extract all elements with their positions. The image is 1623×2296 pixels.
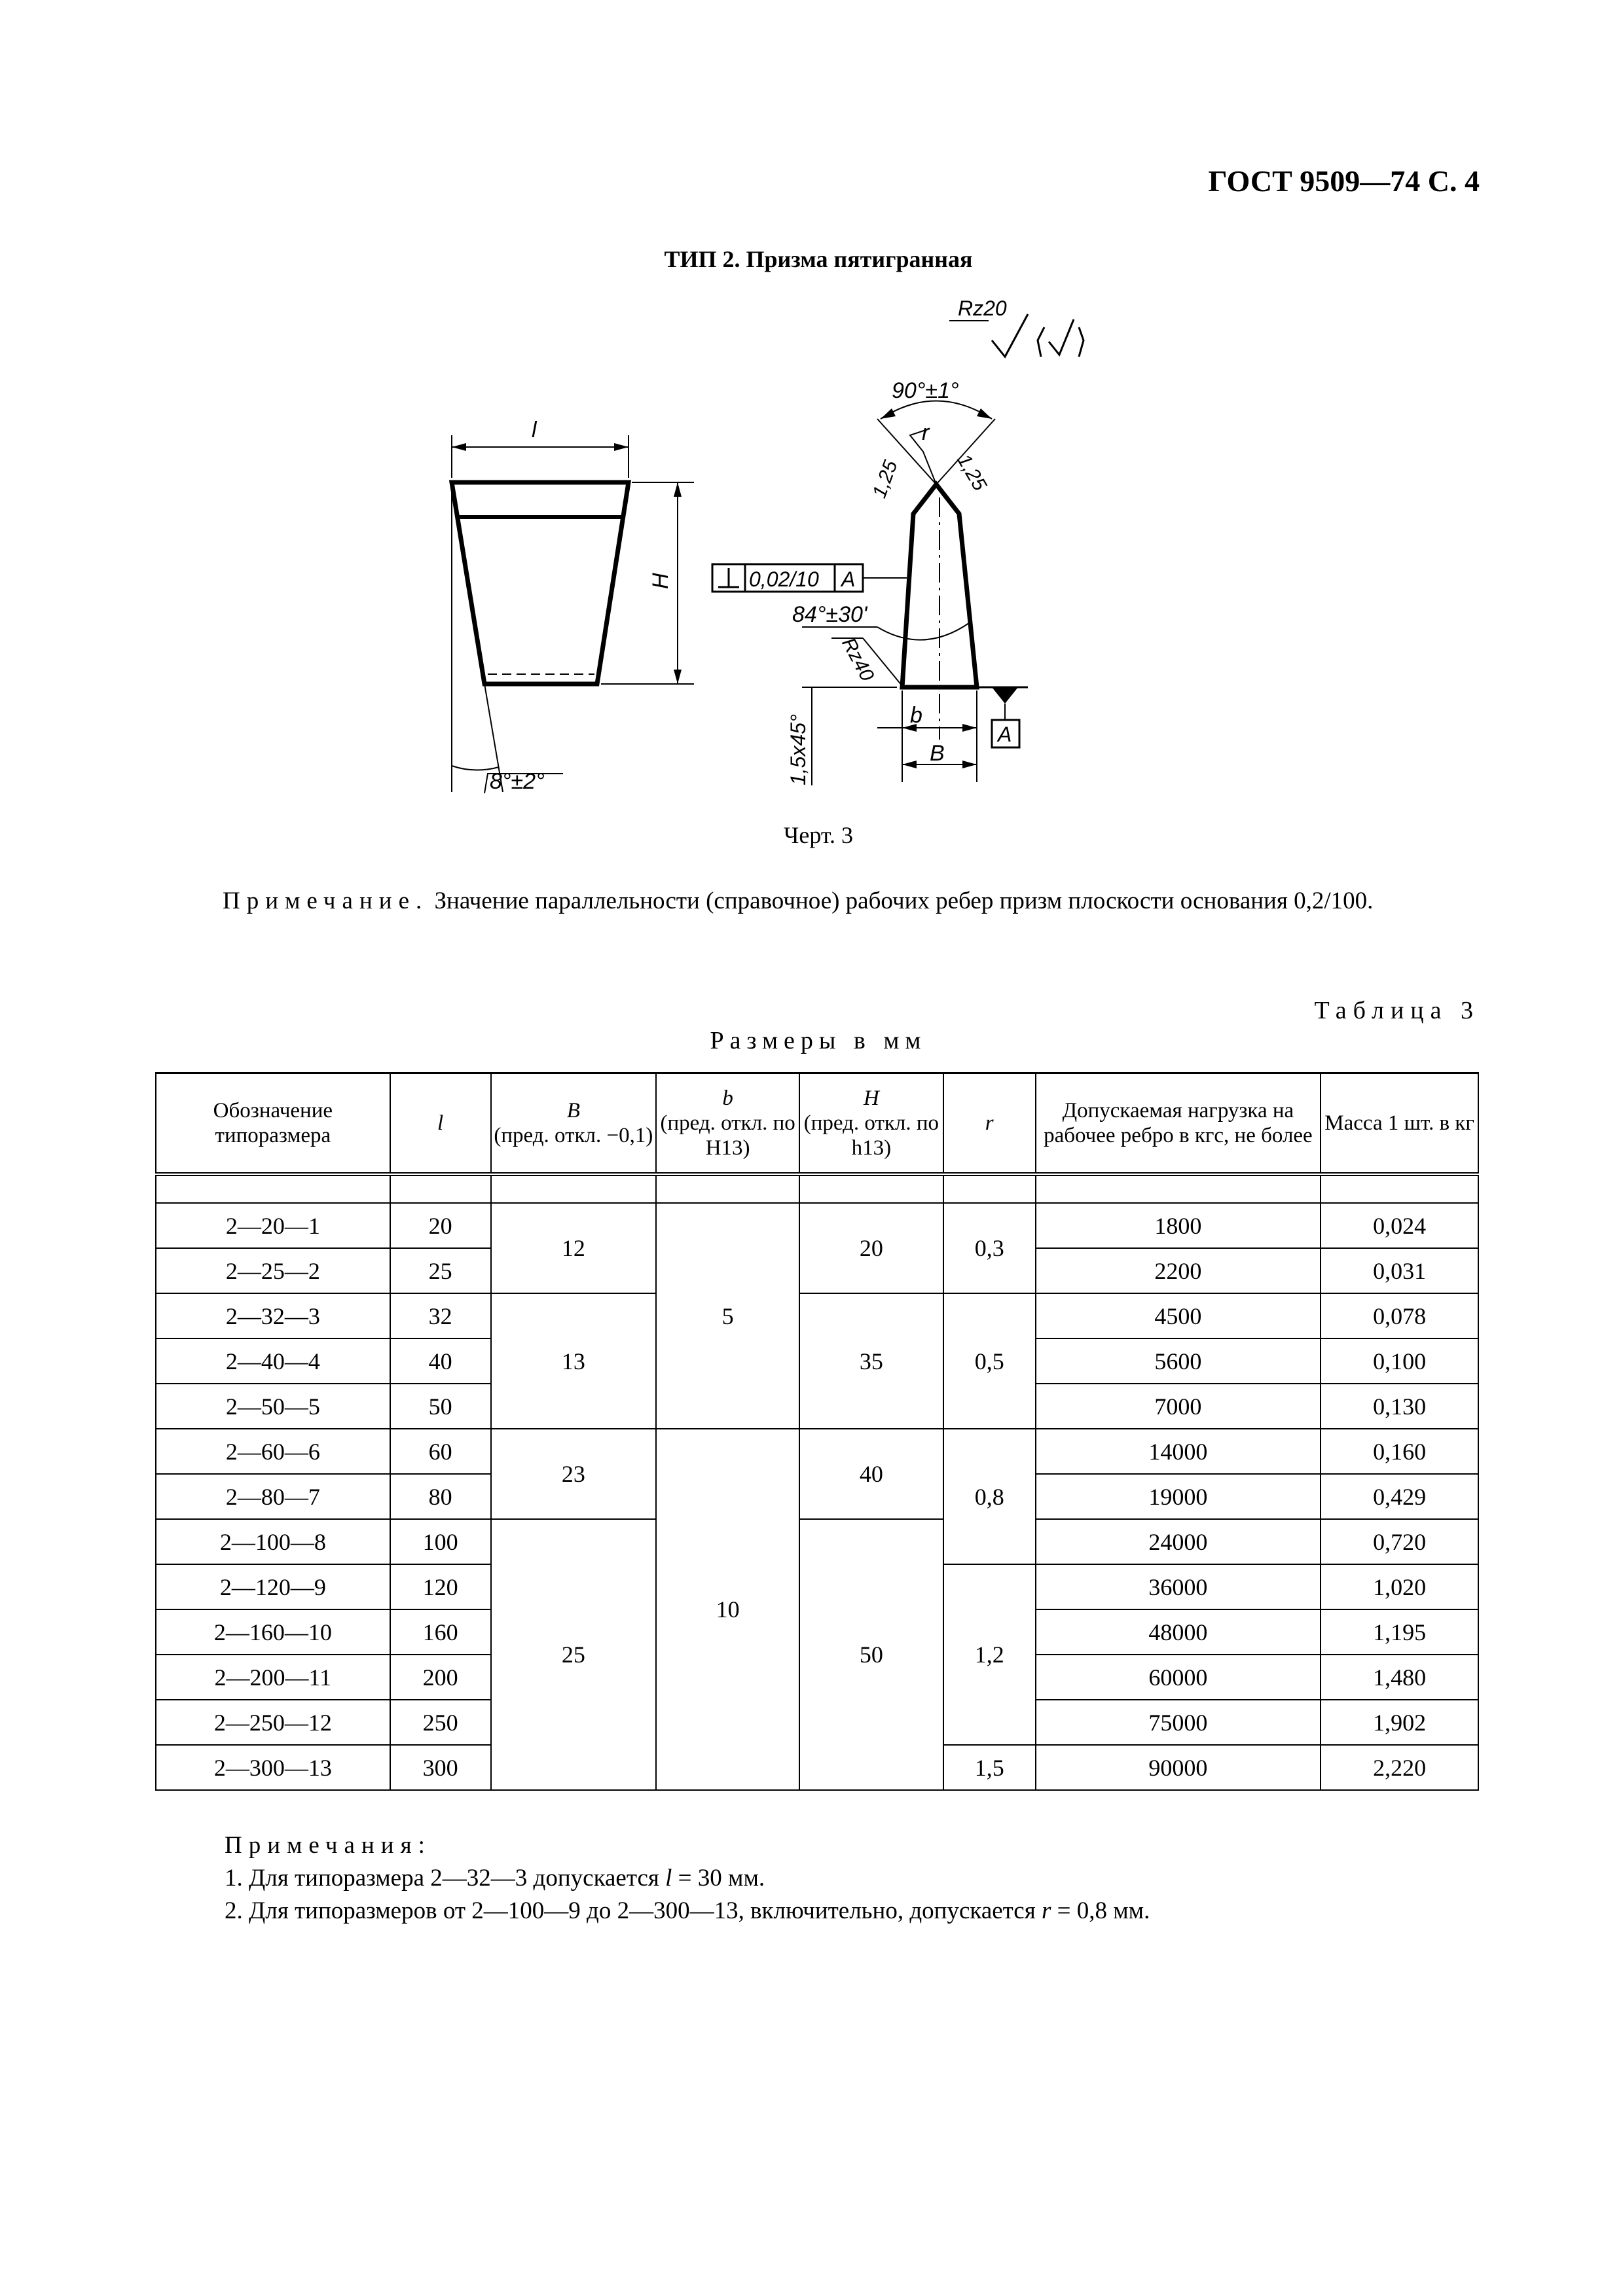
table-row [156, 1519, 1478, 1564]
cell-B: 25 [491, 1519, 657, 1790]
cell-mass: 0,031 [1321, 1248, 1478, 1293]
note-1: 1. Для типоразмера 2—32—3 допускается l = 30 мм. [225, 1865, 765, 1892]
cell-load: 75000 [1036, 1700, 1321, 1745]
notes-title: Примечания: [225, 1832, 431, 1859]
label-chamfer-right: 1,25 [953, 450, 991, 495]
cell-mass: 0,130 [1321, 1384, 1478, 1429]
cell-l: 32 [390, 1293, 491, 1338]
cell-r: 1,5 [943, 1745, 1036, 1790]
note-2: 2. Для типоразмеров от 2—100—9 до 2—300—13, включительно, допускается r = 0,8 мм. [225, 1897, 1150, 1924]
cell-mass: 0,160 [1321, 1429, 1478, 1474]
cell-designation: 2—60—6 [156, 1429, 390, 1474]
cell-mass: 1,020 [1321, 1564, 1478, 1609]
cell-load: 14000 [1036, 1429, 1321, 1474]
cell-designation: 2—160—10 [156, 1609, 390, 1655]
cell-l: 40 [390, 1338, 491, 1384]
figure-title: ТИП 2. Призма пятигранная [664, 246, 973, 272]
cell-load: 2200 [1036, 1248, 1321, 1293]
cell-H: 20 [799, 1203, 943, 1293]
cell-l: 200 [390, 1655, 491, 1700]
label-datum-box: A [998, 723, 1012, 746]
cell-l: 50 [390, 1384, 491, 1429]
cell-mass: 1,195 [1321, 1609, 1478, 1655]
cell-l: 100 [390, 1519, 491, 1564]
cell-load: 24000 [1036, 1519, 1321, 1564]
cell-load: 5600 [1036, 1338, 1321, 1384]
cell-l: 80 [390, 1474, 491, 1519]
cell-l: 20 [390, 1203, 491, 1248]
header-designation: Обозначение типоразмера [156, 1073, 390, 1175]
cell-H: 50 [799, 1519, 943, 1790]
cell-l: 300 [390, 1745, 491, 1790]
cell-mass: 2,220 [1321, 1745, 1478, 1790]
cell-designation: 2—40—4 [156, 1338, 390, 1384]
dimensions-table [155, 1072, 1479, 1791]
cell-load: 60000 [1036, 1655, 1321, 1700]
cell-designation: 2—20—1 [156, 1203, 390, 1248]
cell-l: 60 [390, 1429, 491, 1474]
cell-designation: 2—32—3 [156, 1293, 390, 1338]
header-b: b (пред. откл. по H13) [656, 1073, 799, 1175]
label-height: H [648, 573, 673, 589]
header-r: r [943, 1073, 1036, 1175]
document-code: ГОСТ 9509—74 С. 4 [1208, 164, 1480, 198]
label-datum-frame: A [841, 567, 856, 591]
cell-H: 35 [799, 1293, 943, 1429]
cell-r: 0,3 [943, 1203, 1036, 1293]
table-header-row [156, 1073, 1478, 1175]
cell-designation: 2—120—9 [156, 1564, 390, 1609]
cell-load: 1800 [1036, 1203, 1321, 1248]
label-length: l [532, 418, 537, 442]
cell-mass: 0,720 [1321, 1519, 1478, 1564]
table-row [156, 1429, 1478, 1474]
cell-designation: 2—25—2 [156, 1248, 390, 1293]
label-apex-angle: 90°±1° [892, 378, 959, 403]
cell-l: 160 [390, 1609, 491, 1655]
table-row [156, 1203, 1478, 1248]
cell-mass: 0,078 [1321, 1293, 1478, 1338]
cell-B: 12 [491, 1203, 657, 1293]
note-text: Значение параллельности (справочное) рабочих ребер призм плоскости основания 0,2/100. [434, 888, 1374, 914]
cell-designation: 2—200—11 [156, 1655, 390, 1700]
cell-mass: 1,480 [1321, 1655, 1478, 1700]
cell-l: 25 [390, 1248, 491, 1293]
cell-l: 250 [390, 1700, 491, 1745]
label-perp-tolerance: 0,02/10 [749, 567, 819, 591]
label-bottom-chamfer: 1,5x45° [786, 714, 810, 785]
cell-mass: 0,024 [1321, 1203, 1478, 1248]
cell-designation: 2—250—12 [156, 1700, 390, 1745]
cell-b: 5 [656, 1203, 799, 1429]
table-units: Размеры в мм [710, 1027, 927, 1054]
cell-load: 36000 [1036, 1564, 1321, 1609]
cell-H: 40 [799, 1429, 943, 1519]
cell-load: 90000 [1036, 1745, 1321, 1790]
label-roughness-top: Rz20 [958, 296, 1007, 320]
header-mass: Масса 1 шт. в кг [1321, 1073, 1478, 1175]
cell-b: 10 [656, 1429, 799, 1790]
cell-designation: 2—50—5 [156, 1384, 390, 1429]
cell-load: 4500 [1036, 1293, 1321, 1338]
technical-drawing [0, 0, 1623, 851]
label-width-small: b [910, 703, 922, 728]
cell-B: 13 [491, 1293, 657, 1429]
cell-load: 19000 [1036, 1474, 1321, 1519]
cell-mass: 0,100 [1321, 1338, 1478, 1384]
note-paragraph [157, 884, 1480, 918]
cell-r: 0,8 [943, 1429, 1036, 1564]
header-B: B (пред. откл. −0,1) [491, 1073, 657, 1175]
cell-designation: 2—100—8 [156, 1519, 390, 1564]
cell-load: 7000 [1036, 1384, 1321, 1429]
cell-mass: 1,902 [1321, 1700, 1478, 1745]
label-width-large: B [930, 741, 945, 766]
table-notes [225, 1829, 1468, 1928]
label-roughness-side: Rz40 [837, 634, 879, 685]
cell-mass: 0,429 [1321, 1474, 1478, 1519]
cell-B: 23 [491, 1429, 657, 1519]
label-radius: r [922, 420, 930, 445]
note-prefix: Примечание. [223, 888, 429, 914]
side-view [452, 435, 694, 793]
cell-l: 120 [390, 1564, 491, 1609]
header-load: Допускаемая нагрузка на рабочее ребро в кгс, не более [1036, 1073, 1321, 1175]
cell-load: 48000 [1036, 1609, 1321, 1655]
cell-designation: 2—80—7 [156, 1474, 390, 1519]
cell-designation: 2—300—13 [156, 1745, 390, 1790]
label-side-angle: 84°±30' [792, 602, 867, 627]
header-H: H (пред. откл. по h13) [799, 1073, 943, 1175]
cell-r: 0,5 [943, 1293, 1036, 1429]
cell-r: 1,2 [943, 1564, 1036, 1745]
label-taper-angle: 8°±2° [490, 769, 545, 794]
table-label: Таблица 3 [1314, 997, 1480, 1024]
label-chamfer-left: 1,25 [868, 457, 902, 501]
header-l: l [390, 1073, 491, 1175]
figure-caption: Черт. 3 [784, 822, 853, 848]
table-row [156, 1293, 1478, 1338]
